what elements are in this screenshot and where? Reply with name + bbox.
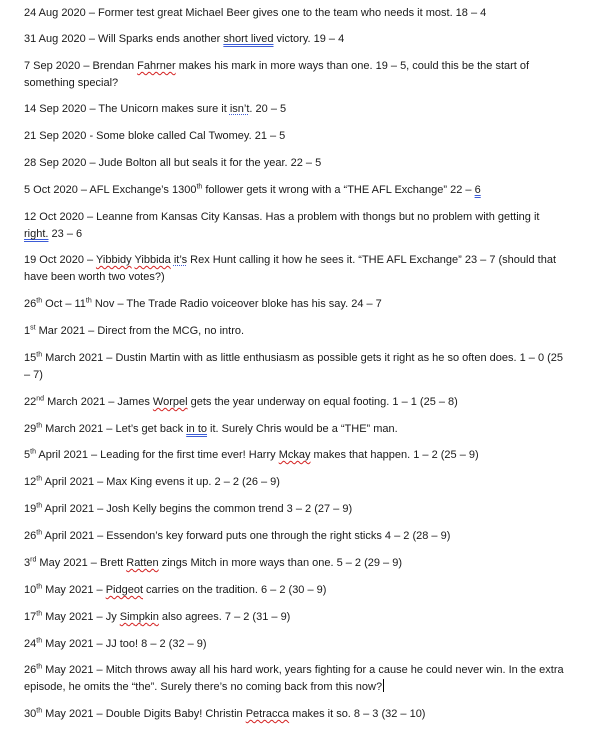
entry-text: Oct – 11 [42,298,86,310]
spelling-flag: Mckay [278,449,311,461]
entry-text: April 2021 – Josh Kelly begins the common trend 3 – 2 (27 – 9) [42,503,353,515]
entry-text: zings Mitch in more ways than one. 5 – 2 (29 – 9) [158,557,403,569]
entry-text: 26 [24,530,37,542]
entry-paragraph [24,5,564,22]
entry-text: May 2021 – JJ too! 8 – 2 (32 – 9) [42,638,207,650]
entry-text: March 2021 – Dustin Martin with as little enthusiasm as possible gets it right as he so often does. 1 – 0 (25 – 7) [24,352,564,381]
entry-text: 26 [24,298,37,310]
text-cursor [383,679,384,692]
ordinal-suffix: th [36,663,43,671]
ordinal-suffix: th [36,351,43,359]
grammar-flag: 6 [474,184,481,196]
entry-paragraph [24,555,564,572]
entry-text: 23 – 6 [48,228,83,240]
spelling-flag: Pidgeot [105,584,143,596]
entry-text: 30 [24,708,37,720]
entry-text: . 20 – 5 [249,103,287,115]
ordinal-suffix: rd [30,556,37,564]
ordinal-suffix: th [36,529,43,537]
entry-text: it. Surely Chris would be a “THE” man. [207,423,398,435]
entry-text: 28 Sep 2020 – Jude Bolton all but seals it for the year. 22 – 5 [24,157,322,169]
entry-text: April 2021 – Max King evens it up. 2 – 2 (26 – 9) [42,476,280,488]
entry-text: 5 [24,449,31,461]
ordinal-suffix: th [85,297,92,305]
entry-text: 29 [24,423,37,435]
grammar-flag: right. [24,228,49,240]
entry-paragraph [24,182,564,199]
ordinal-suffix: th [36,637,43,645]
entry-paragraph [24,209,564,243]
entry-text: makes his mark in more ways than one. 19 – 5, could this be the start of something special? [24,60,530,89]
spelling-flag: Yibbida [134,254,171,266]
entry-text: April 2021 – Essendon’s key forward puts one through the right sticks 4 – 2 (28 – 9) [42,530,451,542]
entry-text: Mar 2021 – Direct from the MCG, no intro. [35,325,245,337]
entry-text: May 2021 – Mitch throws away all his hard work, years fighting for a cause he could never win. In the extra episode, he omits the “the”. Surely there’s no coming back from this now? [24,664,564,693]
entry-text: follower gets it wrong with a “THE AFL Exchange” 22 – [202,184,475,196]
entry-paragraph [24,58,564,92]
grammar-flag: isn’t [229,103,250,115]
entry-paragraph [24,421,564,438]
entry-text: Rex Hunt calling it how he sees it. “THE AFL Exchange” 23 – 7 (should that have been worth two votes?) [24,254,557,283]
entry-text: makes that happen. 1 – 2 (25 – 9) [310,449,479,461]
entry-text: 1 [24,325,31,337]
entry-text: also agrees. 7 – 2 (31 – 9) [158,611,291,623]
grammar-flag: in to [186,423,207,435]
entry-text: 14 Sep 2020 – The Unicorn makes sure it [24,103,230,115]
entry-paragraph [24,296,564,313]
ordinal-suffix: st [30,324,36,332]
entry-text: May 2021 – Brett [36,557,127,569]
entry-paragraph [24,636,564,653]
ordinal-suffix: th [36,502,43,510]
entry-text: makes it so. 8 – 3 (32 – 10) [289,708,426,720]
entry-text: 15 [24,352,37,364]
entry-text: 3 [24,557,31,569]
ordinal-suffix: th [36,297,43,305]
entry-paragraph [24,31,564,48]
grammar-flag: it’s [173,254,188,266]
entry-text: March 2021 – James [44,396,153,408]
entry-paragraph [24,252,564,286]
entry-paragraph [24,528,564,545]
entry-text: 19 Oct 2020 – [24,254,96,266]
entry-text: 31 Aug 2020 – Will Sparks ends another [24,33,224,45]
entry-text: victory. 19 – 4 [273,33,345,45]
ordinal-suffix: th [36,475,43,483]
entry-text: 7 Sep 2020 – Brendan [24,60,138,72]
entry-text: 26 [24,664,37,676]
entry-paragraph [24,501,564,518]
ordinal-suffix: th [36,583,43,591]
ordinal-suffix: th [196,183,203,191]
entry-paragraph [24,155,564,172]
entry-paragraph [24,474,564,491]
ordinal-suffix: th [36,610,43,618]
entry-text: 19 [24,503,37,515]
spelling-flag: Yibbidy [95,254,132,266]
entry-text: 24 Aug 2020 – Former test great Michael Beer gives one to the team who needs it most. 18 – 4 [24,7,487,19]
entry-text: May 2021 – Jy [42,611,120,623]
entry-paragraph [24,706,564,723]
ordinal-suffix: nd [36,395,45,403]
spelling-flag: Simpkin [119,611,159,623]
spelling-flag: Petracca [245,708,290,720]
entry-paragraph [24,582,564,599]
entry-text: gets the year underway on equal footing. 1 – 1 (25 – 8) [187,396,458,408]
entry-text: April 2021 – Leading for the first time ever! Harry [35,449,279,461]
ordinal-suffix: th [36,707,43,715]
entry-text: 21 Sep 2020 - Some bloke called Cal Twomey. 21 – 5 [24,130,286,142]
ordinal-suffix: th [30,448,36,456]
entry-text: carries on the tradition. 6 – 2 (30 – 9) [143,584,327,596]
entry-paragraph [24,609,564,626]
spelling-flag: Fahrner [137,60,176,72]
entry-paragraph [24,662,564,696]
entry-paragraph [24,447,564,464]
entry-text: 22 [24,396,37,408]
entry-text: 17 [24,611,37,623]
entry-text: 12 [24,476,37,488]
entry-paragraph [24,323,564,340]
grammar-flag: short lived [223,33,274,45]
entry-text: 12 Oct 2020 – Leanne from Kansas City Kansas. Has a problem with thongs but no problem with getting it [24,211,540,223]
entry-paragraph [24,101,564,118]
entry-paragraph [24,394,564,411]
entry-text: 10 [24,584,37,596]
spelling-flag: Ratten [126,557,159,569]
ordinal-suffix: th [36,422,43,430]
entry-text: 5 Oct 2020 – AFL Exchange’s 1300 [24,184,197,196]
entry-text: May 2021 – Double Digits Baby! Christin [42,708,246,720]
spelling-flag: Worpel [152,396,188,408]
entry-text: May 2021 – [42,584,106,596]
entry-paragraph [24,128,564,145]
entry-text: 24 [24,638,37,650]
entry-paragraph [24,350,564,384]
entry-text: March 2021 – Let’s get back [42,423,187,435]
entry-text: Nov – The Trade Radio voiceover bloke has his say. 24 – 7 [91,298,382,310]
